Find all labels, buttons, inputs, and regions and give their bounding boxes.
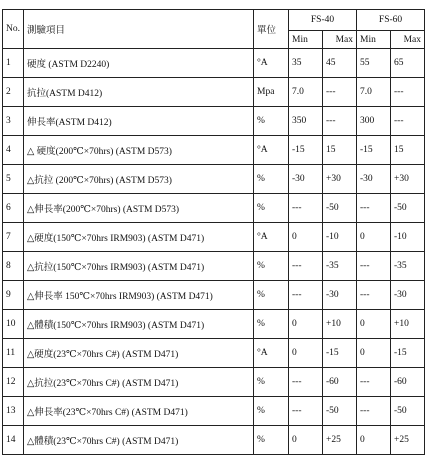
row-fs60-min: 0 — [357, 223, 391, 252]
row-fs40-min: --- — [289, 252, 323, 281]
row-fs60-max: 15 — [391, 136, 425, 165]
row-number: 4 — [3, 136, 24, 165]
row-fs60-max: -15 — [391, 339, 425, 368]
row-fs60-max: +10 — [391, 310, 425, 339]
table-row — [3, 368, 425, 397]
row-fs60-max: --- — [391, 107, 425, 136]
table-row — [3, 194, 425, 223]
row-fs40-min: --- — [289, 194, 323, 223]
row-unit: % — [254, 397, 289, 426]
row-item: 抗拉(ASTM D412) — [24, 78, 254, 107]
row-item: 伸長率(ASTM D412) — [24, 107, 254, 136]
table-row — [3, 397, 425, 426]
row-unit: Mpa — [254, 78, 289, 107]
header-no: No. — [3, 10, 24, 49]
row-fs40-max: --- — [323, 78, 357, 107]
row-fs40-max: -35 — [323, 252, 357, 281]
table-row — [3, 78, 425, 107]
row-fs60-max: -60 — [391, 368, 425, 397]
row-fs40-max: +25 — [323, 426, 357, 455]
table-row — [3, 165, 425, 194]
row-number: 10 — [3, 310, 24, 339]
row-item: △體積(23℃×70hrs C#) (ASTM D471) — [24, 426, 254, 455]
row-unit: % — [254, 310, 289, 339]
row-unit: % — [254, 252, 289, 281]
table-row — [3, 223, 425, 252]
header-group-fs60: FS-60 — [357, 10, 425, 31]
row-fs40-max: --- — [323, 107, 357, 136]
row-fs60-min: 7.0 — [357, 78, 391, 107]
row-fs60-min: 300 — [357, 107, 391, 136]
table-row — [3, 49, 425, 78]
row-fs40-min: --- — [289, 397, 323, 426]
row-number: 13 — [3, 397, 24, 426]
row-item: 硬度 (ASTM D2240) — [24, 49, 254, 78]
table-row — [3, 107, 425, 136]
row-unit: % — [254, 426, 289, 455]
row-item: △伸長率 150℃×70hrs IRM903) (ASTM D471) — [24, 281, 254, 310]
row-unit: % — [254, 107, 289, 136]
row-fs40-max: +30 — [323, 165, 357, 194]
row-unit: % — [254, 165, 289, 194]
row-fs40-min: -30 — [289, 165, 323, 194]
row-fs60-max: +25 — [391, 426, 425, 455]
row-fs40-max: +10 — [323, 310, 357, 339]
row-fs40-max: -10 — [323, 223, 357, 252]
row-number: 3 — [3, 107, 24, 136]
table-row — [3, 310, 425, 339]
row-fs40-max: -50 — [323, 194, 357, 223]
row-number: 2 — [3, 78, 24, 107]
header-item: 測驗項目 — [24, 10, 254, 49]
header-fs40-min: Min — [289, 31, 323, 49]
row-fs40-min: 0 — [289, 223, 323, 252]
header-unit: 單位 — [254, 10, 289, 49]
row-unit: % — [254, 368, 289, 397]
row-fs40-min: 0 — [289, 310, 323, 339]
row-unit: % — [254, 194, 289, 223]
row-unit: °A — [254, 223, 289, 252]
row-fs60-max: -50 — [391, 194, 425, 223]
row-fs40-min: --- — [289, 281, 323, 310]
row-fs60-min: 0 — [357, 339, 391, 368]
row-fs40-max: 15 — [323, 136, 357, 165]
row-number: 14 — [3, 426, 24, 455]
row-fs40-max: 45 — [323, 49, 357, 78]
row-fs60-min: --- — [357, 252, 391, 281]
row-number: 11 — [3, 339, 24, 368]
row-fs60-min: 0 — [357, 426, 391, 455]
row-fs60-max: --- — [391, 78, 425, 107]
row-number: 9 — [3, 281, 24, 310]
row-fs40-min: 0 — [289, 339, 323, 368]
header-fs60-max: Max — [391, 31, 425, 49]
row-fs40-max: -50 — [323, 397, 357, 426]
table-row — [3, 136, 425, 165]
row-item: △伸長率(200℃×70hrs) (ASTM D573) — [24, 194, 254, 223]
row-fs60-max: -30 — [391, 281, 425, 310]
header-fs60-min: Min — [357, 31, 391, 49]
row-fs60-max: -50 — [391, 397, 425, 426]
row-number: 1 — [3, 49, 24, 78]
table-row — [3, 426, 425, 455]
row-fs60-min: 55 — [357, 49, 391, 78]
row-fs40-min: 0 — [289, 426, 323, 455]
row-fs40-max: -30 — [323, 281, 357, 310]
row-fs40-max: -60 — [323, 368, 357, 397]
row-unit: °A — [254, 339, 289, 368]
row-fs40-min: --- — [289, 368, 323, 397]
header-row — [3, 10, 425, 31]
row-fs40-min: 35 — [289, 49, 323, 78]
row-item: △硬度(23℃×70hrs C#) (ASTM D471) — [24, 339, 254, 368]
row-fs60-min: --- — [357, 194, 391, 223]
row-item: △抗拉 (200℃×70hrs) (ASTM D573) — [24, 165, 254, 194]
row-fs60-min: --- — [357, 397, 391, 426]
row-item: △抗拉(23℃×70hrs C#) (ASTM D471) — [24, 368, 254, 397]
table-row — [3, 339, 425, 368]
row-fs60-min: --- — [357, 368, 391, 397]
row-unit: °A — [254, 136, 289, 165]
row-fs40-max: -15 — [323, 339, 357, 368]
row-fs60-max: -35 — [391, 252, 425, 281]
header-group-fs40: FS-40 — [289, 10, 357, 31]
row-fs60-min: -15 — [357, 136, 391, 165]
row-fs60-max: +30 — [391, 165, 425, 194]
row-fs40-min: -15 — [289, 136, 323, 165]
row-unit: °A — [254, 49, 289, 78]
row-unit: % — [254, 281, 289, 310]
row-number: 5 — [3, 165, 24, 194]
row-fs40-min: 7.0 — [289, 78, 323, 107]
table-row — [3, 252, 425, 281]
row-item: △ 硬度(200℃×70hrs) (ASTM D573) — [24, 136, 254, 165]
row-fs40-min: 350 — [289, 107, 323, 136]
row-fs60-min: 0 — [357, 310, 391, 339]
row-fs60-max: -10 — [391, 223, 425, 252]
spec-table — [2, 9, 425, 455]
header-fs40-max: Max — [323, 31, 357, 49]
row-item: △伸長率(23℃×70hrs C#) (ASTM D471) — [24, 397, 254, 426]
row-item: △體積(150℃×70hrs IRM903) (ASTM D471) — [24, 310, 254, 339]
row-fs60-max: 65 — [391, 49, 425, 78]
row-number: 8 — [3, 252, 24, 281]
row-item: △硬度(150℃×70hrs IRM903) (ASTM D471) — [24, 223, 254, 252]
row-number: 12 — [3, 368, 24, 397]
row-item: △抗拉(150℃×70hrs IRM903) (ASTM D471) — [24, 252, 254, 281]
row-fs60-min: -30 — [357, 165, 391, 194]
table-row — [3, 281, 425, 310]
row-number: 6 — [3, 194, 24, 223]
row-fs60-min: --- — [357, 281, 391, 310]
row-number: 7 — [3, 223, 24, 252]
